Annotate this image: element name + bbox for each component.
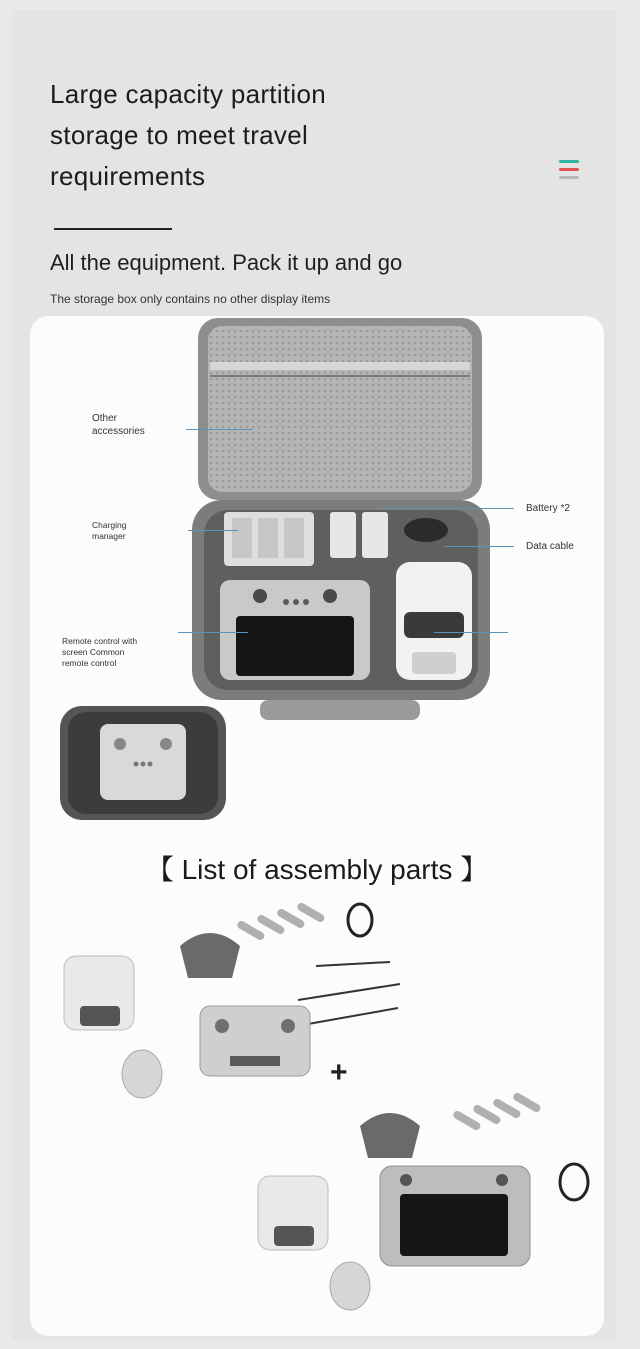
- callout-charging-line-1: Charging: [92, 520, 127, 530]
- callout-other-accessories: [92, 412, 145, 438]
- callout-remote-line-2: screen Common: [62, 647, 125, 657]
- callout-line: [434, 632, 508, 633]
- parts-title: 【 List of assembly parts 】: [145, 854, 489, 885]
- storage-case-image: [190, 316, 490, 726]
- callout-line: [188, 530, 238, 531]
- callout-line: [380, 508, 514, 509]
- callout-remote-line-1: Remote control with: [62, 636, 138, 646]
- common-remote-thumbnail: [60, 706, 226, 820]
- callout-remote-control: [62, 636, 137, 669]
- callout-line: [178, 632, 248, 633]
- plus-sign: +: [330, 1056, 348, 1089]
- menu-bar-teal: [559, 160, 579, 163]
- title-line-2: storage to meet travel: [50, 120, 309, 150]
- callout-charging-manager: [92, 520, 127, 542]
- product-card: [30, 316, 604, 1336]
- callout-charging-line-2: manager: [92, 531, 126, 541]
- page-title: [50, 74, 470, 197]
- section-subtitle: All the equipment. Pack it up and go: [50, 250, 403, 275]
- menu-bar-red: [559, 168, 579, 171]
- callout-battery: Battery *2: [526, 503, 570, 514]
- title-line-1: Large capacity partition: [50, 79, 327, 109]
- callout-other-line-2: accessories: [92, 426, 145, 437]
- title-line-3: requirements: [50, 161, 206, 191]
- callout-other-line-1: Other: [92, 413, 118, 424]
- callout-line: [444, 546, 514, 547]
- divider: [54, 228, 172, 230]
- section-note: The storage box only contains no other display items: [50, 292, 331, 306]
- product-page: [12, 10, 616, 1340]
- menu-icon[interactable]: [559, 160, 579, 184]
- menu-bar-gray: [559, 176, 579, 179]
- callout-line: [186, 429, 252, 430]
- parts-set-screen-remote: [240, 1086, 600, 1326]
- callout-data-cable: Data cable: [526, 541, 574, 552]
- callout-remote-line-3: remote control: [62, 658, 117, 668]
